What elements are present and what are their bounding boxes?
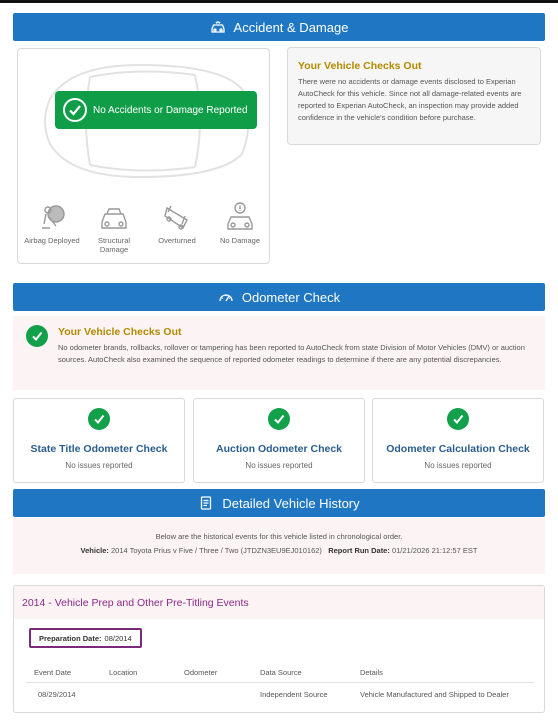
vehicle-info-line — [13, 546, 545, 555]
auction-odometer-card — [193, 398, 365, 483]
row-details: Vehicle Manufactured and Shipped to Dealer — [360, 690, 509, 699]
overturned-icon — [161, 202, 193, 232]
check-icon — [63, 98, 87, 122]
car-crash-icon — [210, 19, 226, 35]
damage-type-icons — [18, 194, 271, 264]
odometer-check-header — [13, 283, 545, 311]
damage-type-airbag — [21, 202, 83, 245]
card-title: Auction Odometer Check — [215, 443, 343, 455]
damage-type-label: No Damage — [219, 236, 261, 245]
accident-summary-panel — [17, 48, 270, 264]
check-icon — [88, 408, 110, 430]
card-title: State Title Odometer Check — [30, 443, 168, 455]
prep-date-label: Preparation Date: — [39, 633, 102, 643]
card-status: No issues reported — [424, 461, 492, 470]
vehicle-value: 2014 Toyota Prius v Five / Three / Two (JTDZN3EU9EJ010162) — [110, 546, 322, 555]
card-title: Odometer Calculation Check — [386, 443, 530, 455]
row-event-date: 08/29/2014 — [38, 690, 76, 699]
odometer-calculation-card — [372, 398, 544, 483]
accident-checks-body: There were no accidents or damage events disclosed to Experian AutoCheck for this vehicle. Since not all damage-related events are reported to Experian AutoCheck, an inspection may provide added confidence in the vehicle's condition before purchase. — [298, 77, 522, 122]
col-details: Details — [360, 668, 383, 677]
damage-type-label: Structural Damage — [97, 236, 131, 254]
speedometer-icon — [218, 289, 234, 305]
accident-header-title: Accident & Damage — [233, 19, 349, 35]
card-status: No issues reported — [245, 461, 313, 470]
check-icon — [447, 408, 469, 430]
history-summary — [13, 518, 545, 574]
state-title-odometer-card — [13, 398, 185, 483]
accident-result-panel — [287, 47, 541, 145]
history-intro: Below are the historical events for this vehicle listed in chronological order. — [155, 532, 403, 541]
table-divider — [26, 682, 534, 683]
document-icon — [198, 495, 214, 511]
run-date-value: 01/21/2026 21:12:57 EST — [391, 546, 478, 555]
preparation-date-badge — [29, 628, 142, 648]
structural-damage-icon — [98, 202, 130, 232]
damage-type-no-damage — [209, 202, 271, 245]
run-date-label: Report Run Date: — [328, 546, 390, 555]
accident-damage-header — [13, 13, 545, 41]
odometer-checks-title: Your Vehicle Checks Out — [58, 326, 182, 338]
detailed-history-header — [13, 489, 545, 517]
no-damage-icon — [224, 202, 256, 232]
damage-type-label: Airbag Deployed — [24, 236, 80, 245]
top-border — [0, 0, 558, 3]
history-header-title: Detailed Vehicle History — [222, 495, 360, 511]
no-accidents-badge — [55, 91, 257, 129]
damage-type-structural — [83, 202, 145, 254]
vehicle-label: Vehicle: — [80, 546, 109, 555]
odometer-summary — [13, 316, 545, 390]
prep-date-value: 08/2014 — [104, 633, 132, 643]
col-data-source: Data Source — [260, 668, 302, 677]
check-icon — [268, 408, 290, 430]
col-odometer: Odometer — [184, 668, 218, 677]
card-status: No issues reported — [65, 461, 133, 470]
check-icon — [26, 325, 48, 347]
odometer-checks-body: No odometer brands, rollbacks, rollover or tampering has been reported to AutoCheck from state Division of Motor Vehicles (DMV) or auction sources. AutoCheck also examined the sequence of reported odometer readings to determine if there are any potential discrepancies. — [58, 343, 525, 364]
col-event-date: Event Date — [34, 668, 72, 677]
event-group-panel — [13, 585, 545, 713]
event-group-title: 2014 - Vehicle Prep and Other Pre-Titling Events — [14, 586, 544, 619]
damage-type-label: Overturned — [158, 236, 196, 245]
no-accidents-label: No Accidents or Damage Reported — [93, 104, 248, 116]
airbag-icon — [36, 202, 68, 232]
accident-checks-title: Your Vehicle Checks Out — [298, 60, 422, 72]
damage-type-overturned — [146, 202, 208, 245]
row-data-source: Independent Source — [260, 690, 328, 699]
odometer-header-title: Odometer Check — [241, 289, 341, 305]
col-location: Location — [109, 668, 138, 677]
